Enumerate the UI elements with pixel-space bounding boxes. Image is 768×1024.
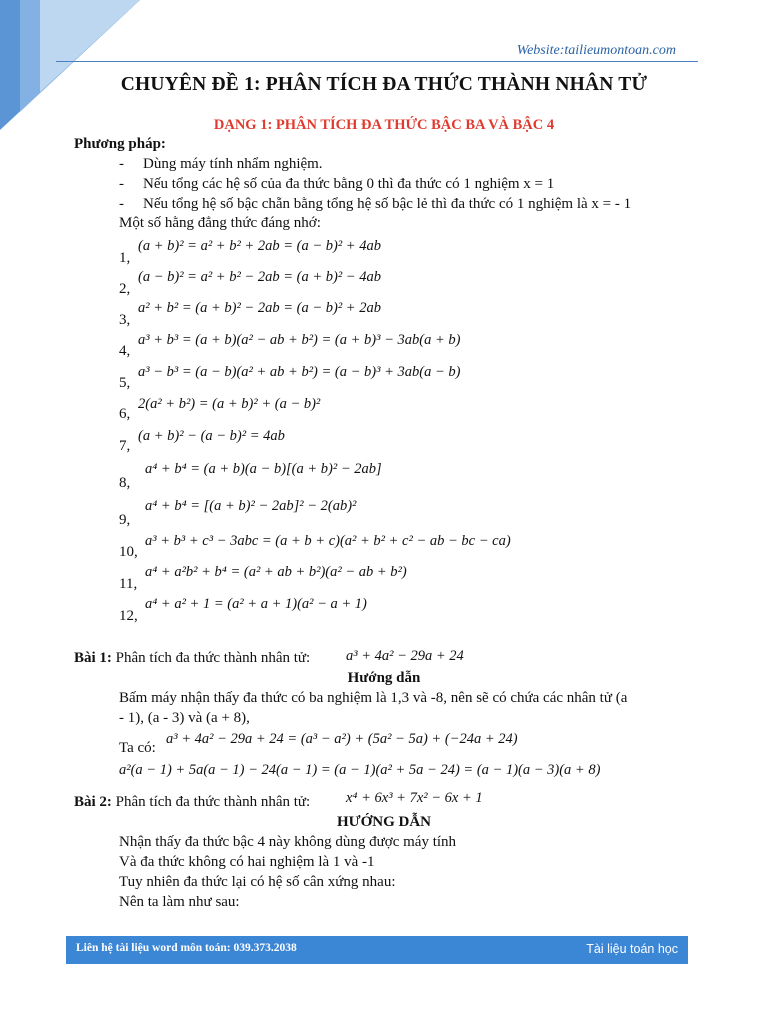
identity-number: 8, bbox=[119, 475, 131, 491]
exercise-2-guide-line: Nên ta làm như sau: bbox=[119, 894, 240, 910]
identity-formula: a⁴ + b⁴ = [(a + b)² − 2ab]² − 2(ab)² bbox=[145, 498, 357, 514]
identity-formula: (a − b)² = a² + b² − 2ab = (a + b)² − 4ab bbox=[138, 269, 381, 285]
section-subtitle: DẠNG 1: PHÂN TÍCH ĐA THỨC BẬC BA VÀ BẬC 4 bbox=[213, 117, 555, 133]
header-divider bbox=[56, 61, 698, 62]
bullet-dash: - bbox=[119, 176, 124, 192]
corner-decoration bbox=[0, 0, 140, 130]
identity-number: 3, bbox=[119, 312, 131, 328]
identities-intro: Một số hằng đẳng thức đáng nhớ: bbox=[119, 215, 321, 231]
exercise-2-guide-line: Tuy nhiên đa thức lại có hệ số cân xứng nhau: bbox=[119, 874, 396, 890]
identity-number: 2, bbox=[119, 281, 131, 297]
identity-formula: (a + b)² = a² + b² + 2ab = (a − b)² + 4ab bbox=[138, 238, 381, 254]
exercise-1-label: Bài 1: bbox=[74, 650, 112, 666]
identity-formula: a⁴ + a² + 1 = (a² + a + 1)(a² − a + 1) bbox=[145, 596, 367, 612]
identity-formula: a⁴ + b⁴ = (a + b)(a − b)[(a + b)² − 2ab] bbox=[145, 461, 382, 477]
exercise-1-step: a²(a − 1) + 5a(a − 1) − 24(a − 1) = (a − 1)(a² + 5a − 24) = (a − 1)(a − 3)(a + 8) bbox=[119, 762, 601, 778]
footer-bar bbox=[66, 936, 688, 964]
exercise-2-label: Bài 2: bbox=[74, 794, 112, 810]
method-label: Phương pháp: bbox=[74, 136, 166, 152]
bullet-dash: - bbox=[119, 196, 124, 212]
identity-formula: a³ − b³ = (a − b)(a² + ab + b²) = (a − b)³ + 3ab(a − b) bbox=[138, 364, 461, 380]
identity-number: 6, bbox=[119, 406, 131, 422]
exercise-1-prompt bbox=[74, 650, 310, 667]
exercise-2-formula: x⁴ + 6x³ + 7x² − 6x + 1 bbox=[346, 790, 483, 806]
method-bullet: Nếu tổng các hệ số của đa thức bằng 0 thì đa thức có 1 nghiệm x = 1 bbox=[143, 176, 555, 192]
exercise-1-guide-title: Hướng dẫn bbox=[347, 670, 421, 686]
identity-formula: (a + b)² − (a − b)² = 4ab bbox=[138, 428, 285, 444]
identity-number: 12, bbox=[119, 608, 138, 624]
identity-formula: a³ + b³ + c³ − 3abc = (a + b + c)(a² + b² + c² − ab − bc − ca) bbox=[145, 533, 511, 549]
identity-number: 4, bbox=[119, 343, 131, 359]
exercise-2-guide-line: Nhận thấy đa thức bậc 4 này không dùng được máy tính bbox=[119, 834, 457, 850]
identity-formula: 2(a² + b²) = (a + b)² + (a − b)² bbox=[138, 396, 321, 412]
exercise-2-prompt bbox=[74, 794, 310, 811]
identity-formula: a² + b² = (a + b)² − 2ab = (a − b)² + 2ab bbox=[138, 300, 381, 316]
exercise-2-guide-line: Và đa thức không có hai nghiệm là 1 và -1 bbox=[119, 854, 375, 870]
exercise-1-taco: Ta có: bbox=[119, 740, 156, 756]
exercise-2-guide-title: HƯỚNG DẪN bbox=[336, 814, 432, 830]
identity-number: 7, bbox=[119, 438, 131, 454]
bullet-dash: - bbox=[119, 156, 124, 172]
identity-formula: a⁴ + a²b² + b⁴ = (a² + ab + b²)(a² − ab + b²) bbox=[145, 564, 407, 580]
method-bullet: Nếu tổng hệ số bậc chẵn bằng tổng hệ số bậc lẻ thì đa thức có 1 nghiệm là x = - 1 bbox=[143, 196, 632, 212]
exercise-1-text: Phân tích đa thức thành nhân tử: bbox=[111, 650, 311, 666]
exercise-1-step: a³ + 4a² − 29a + 24 = (a³ − a²) + (5a² − 5a) + (−24a + 24) bbox=[166, 731, 518, 747]
website-label: Website:tailieumontoan.com bbox=[516, 43, 676, 58]
identity-formula: a³ + b³ = (a + b)(a² − ab + b²) = (a + b)³ − 3ab(a + b) bbox=[138, 332, 461, 348]
footer-brand: Tài liệu toán học bbox=[586, 942, 678, 956]
exercise-1-formula: a³ + 4a² − 29a + 24 bbox=[346, 648, 464, 664]
identity-number: 9, bbox=[119, 512, 131, 528]
page-title: CHUYÊN ĐỀ 1: PHÂN TÍCH ĐA THỨC THÀNH NHÂN TỬ bbox=[120, 74, 648, 95]
footer-contact: Liên hệ tài liệu word môn toán: 039.373.2038 bbox=[76, 942, 297, 954]
method-bullet: Dùng máy tính nhẩm nghiệm. bbox=[143, 156, 323, 172]
identity-number: 5, bbox=[119, 375, 131, 391]
identity-number: 10, bbox=[119, 544, 138, 560]
exercise-1-guide-line: Bấm máy nhận thấy đa thức có ba nghiệm là 1,3 và -8, nên sẽ có chứa các nhân tử (a bbox=[119, 690, 628, 706]
identity-number: 1, bbox=[119, 250, 131, 266]
identity-number: 11, bbox=[119, 576, 138, 592]
exercise-1-guide-line: - 1), (a - 3) và (a + 8), bbox=[119, 710, 250, 726]
exercise-2-text: Phân tích đa thức thành nhân tử: bbox=[111, 794, 311, 810]
